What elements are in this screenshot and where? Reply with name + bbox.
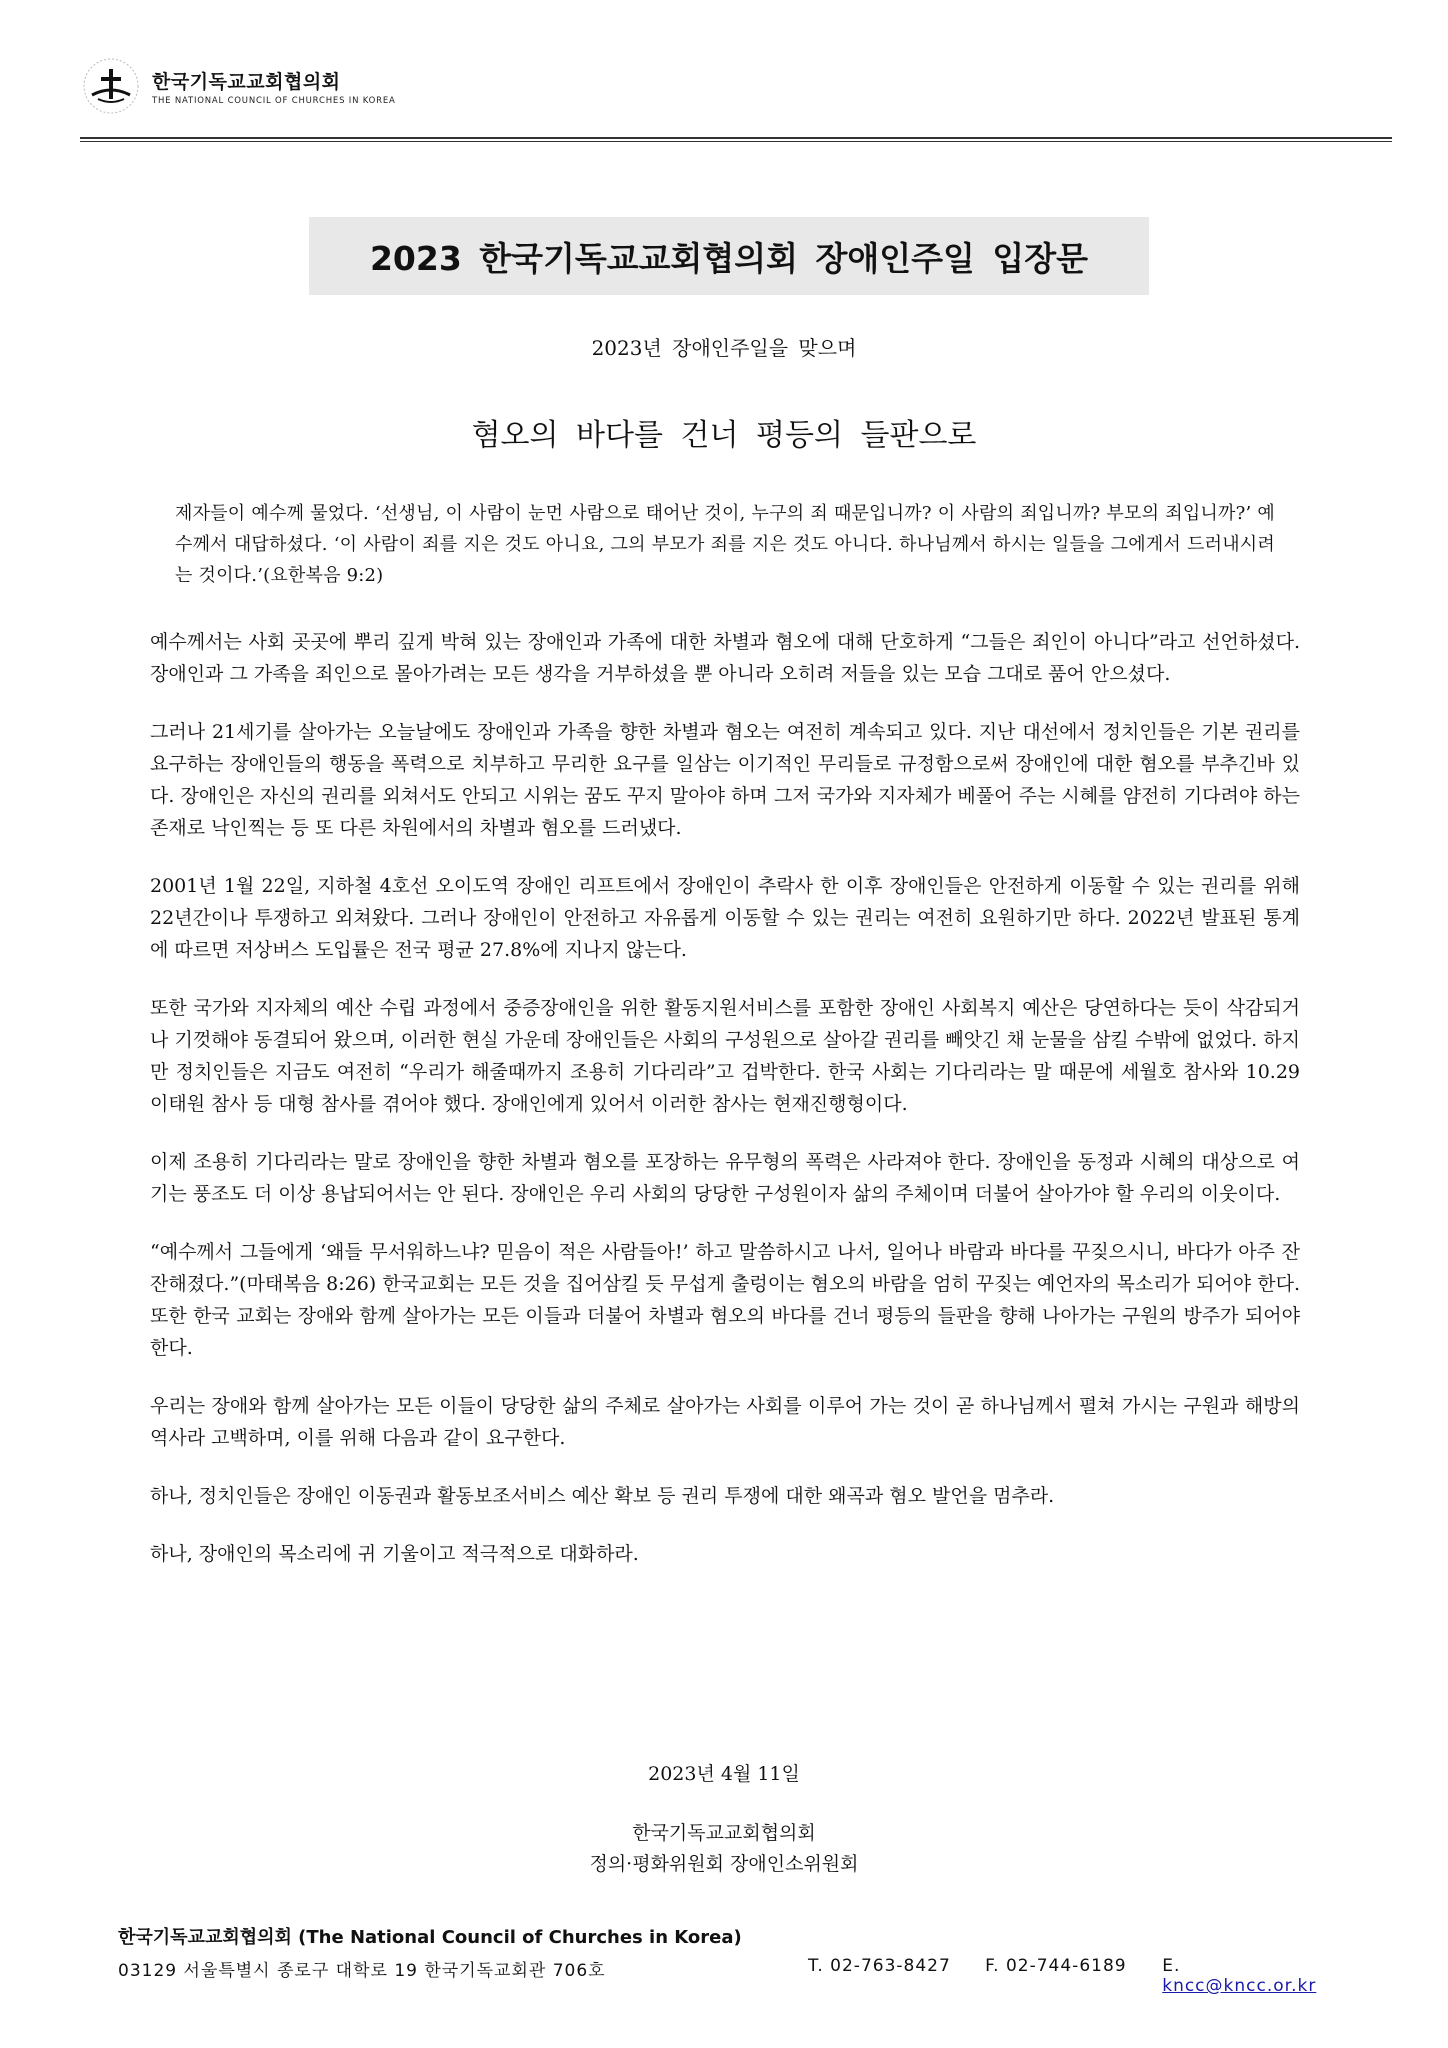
kncc-logo-icon bbox=[80, 55, 142, 117]
email-label: E. bbox=[1162, 1956, 1181, 1976]
footer-fax: F. 02-744-6189 bbox=[985, 1956, 1127, 1976]
paragraph: 예수께서는 사회 곳곳에 뿌리 깊게 박혀 있는 장애인과 가족에 대한 차별과 혐오에 대해 단호하게 “그들은 죄인이 아니다”라고 선언하셨다. 장애인과 그 가족을 죄인으로 몰아가려는 모든 생각을 거부하셨을 뿐 아니라 오히려 저들을 있는 모습 그대로 품어 안으셨다. bbox=[150, 631, 1300, 685]
document-title: 2023 한국기독교교회협의회 장애인주일 입장문 bbox=[309, 217, 1149, 295]
footer-email bbox=[1162, 1956, 1338, 1996]
paragraph: 또한 국가와 지자체의 예산 수립 과정에서 중증장애인을 위한 활동지원서비스를 포함한 장애인 사회복지 예산은 당연하다는 듯이 삭감되거나 기껏해야 동결되어 왔으며, 이러한 현실 가운데 장애인들은 사회의 구성원으로 살아갈 권리를 빼앗긴 채 눈물을 삼킬 수밖에 없었다. 하지만 정치인들은 지금도 여전히 “우리가 해줄때까지 조용히 기다리라”고 겁박한다. 한국 사회는 기다리라는 말 때문에 세월호 참사와 10.29 이태원 참사 등 대형 참사를 겪어야 했다. 장애인에게 있어서 이러한 참사는 현재진행형이다. bbox=[150, 997, 1300, 1115]
scripture-quote: 제자들이 예수께 물었다. ‘선생님, 이 사람이 눈먼 사람으로 태어난 것이, 누구의 죄 때문입니까? 이 사람의 죄입니까? 부모의 죄입니까?’ 예수께서 대답하셨다. ‘이 사람이 죄를 지은 것도 아니요, 그의 부모가 죄를 지은 것도 아니다. 하나님께서 하시는 일들을 그에게서 드러내시려는 것이다.’(요한복음 9:2) bbox=[175, 503, 1275, 586]
footer-org: 한국기독교교회협의회 (The National Council of Churches in Korea) bbox=[118, 1927, 742, 1948]
signature-org: 한국기독교교회협의회 bbox=[632, 1822, 816, 1844]
org-name-ko: 한국기독교교회협의회 bbox=[152, 70, 341, 93]
statement-body bbox=[150, 626, 1300, 1596]
paragraph: “예수께서 그들에게 ‘왜들 무서워하느냐? 믿음이 적은 사람들아!’ 하고 말씀하시고 나서, 일어나 바람과 바다를 꾸짖으시니, 바다가 아주 잔잔해졌다.”(마태복음 8:26) 한국교회는 모든 것을 집어삼킬 듯 무섭게 출렁이는 혐오의 바람을 엄히 꾸짖는 예언자의 목소리가 되어야 한다. 또한 한국 교회는 장애와 함께 살아가는 모든 이들과 더불어 차별과 혐오의 바다를 건너 평등의 들판을 향해 나아가는 구원의 방주가 되어야 한다. bbox=[150, 1241, 1301, 1359]
footer-tel: T. 02-763-8427 bbox=[808, 1956, 951, 1976]
paragraph: 이제 조용히 기다리라는 말로 장애인을 향한 차별과 혐오를 포장하는 유무형의 폭력은 사라져야 한다. 장애인을 동정과 시혜의 대상으로 여기는 풍조도 더 이상 용납되어서는 안 된다. 장애인은 우리 사회의 당당한 구성원이자 삶의 주체이며 더불어 살아가야 할 우리의 이웃이다. bbox=[150, 1151, 1300, 1205]
document-headline: 혐오의 바다를 건너 평등의 들판으로 bbox=[471, 418, 977, 453]
footer-address: 03129 서울특별시 종로구 대학로 19 한국기독교회관 706호 bbox=[118, 1961, 606, 1981]
footer-contact bbox=[118, 1956, 1338, 1996]
org-name-en: THE NATIONAL COUNCIL OF CHURCHES IN KOREA bbox=[152, 95, 396, 106]
paragraph: 2001년 1월 22일, 지하철 4호선 오이도역 장애인 리프트에서 장애인이 추락사 한 이후 장애인들은 안전하게 이동할 수 있는 권리를 위해 22년간이나 투쟁하고 외쳐왔다. 그러나 장애인이 안전하고 자유롭게 이동할 수 있는 권리는 여전히 요원하기만 하다. 2022년 발표된 통계에 따르면 저상버스 도입률은 전국 평균 27.8%에 지나지 않는다. bbox=[150, 875, 1300, 961]
paragraph: 그러나 21세기를 살아가는 오늘날에도 장애인과 가족을 향한 차별과 혐오는 여전히 계속되고 있다. 지난 대선에서 정치인들은 기본 권리를 요구하는 장애인들의 행동을 폭력으로 치부하고 무리한 요구를 일삼는 이기적인 무리들로 규정함으로써 장애인에 대한 혐오를 부추긴바 있다. 장애인은 자신의 권리를 외쳐서도 안되고 시위는 꿈도 꾸지 말아야 하며 그저 국가와 지자체가 베풀어 주는 시혜를 얌전히 기다려야 하는 존재로 낙인찍는 등 또 다른 차원에서의 차별과 혐오를 드러냈다. bbox=[150, 721, 1300, 839]
letterhead bbox=[80, 56, 396, 116]
demand-item: 하나, 정치인들은 장애인 이동권과 활동보조서비스 예산 확보 등 권리 투쟁에 대한 왜곡과 혐오 발언을 멈추라. bbox=[150, 1485, 1055, 1507]
header-divider bbox=[80, 137, 1392, 139]
signature-committee: 정의·평화위원회 장애인소위원회 bbox=[589, 1853, 859, 1875]
document-subtitle: 2023년 장애인주일을 맞으며 bbox=[591, 336, 857, 360]
statement-date: 2023년 4월 11일 bbox=[648, 1763, 800, 1785]
demand-item: 하나, 장애인의 목소리에 귀 기울이고 적극적으로 대화하라. bbox=[150, 1543, 639, 1565]
header-divider-thin bbox=[80, 141, 1392, 142]
paragraph: 우리는 장애와 함께 살아가는 모든 이들이 당당한 삶의 주체로 살아가는 사회를 이루어 가는 것이 곧 하나님께서 펼쳐 가시는 구원과 해방의 역사라 고백하며, 이를 위해 다음과 같이 요구한다. bbox=[150, 1395, 1300, 1449]
email-link[interactable]: kncc@kncc.or.kr bbox=[1162, 1976, 1317, 1996]
